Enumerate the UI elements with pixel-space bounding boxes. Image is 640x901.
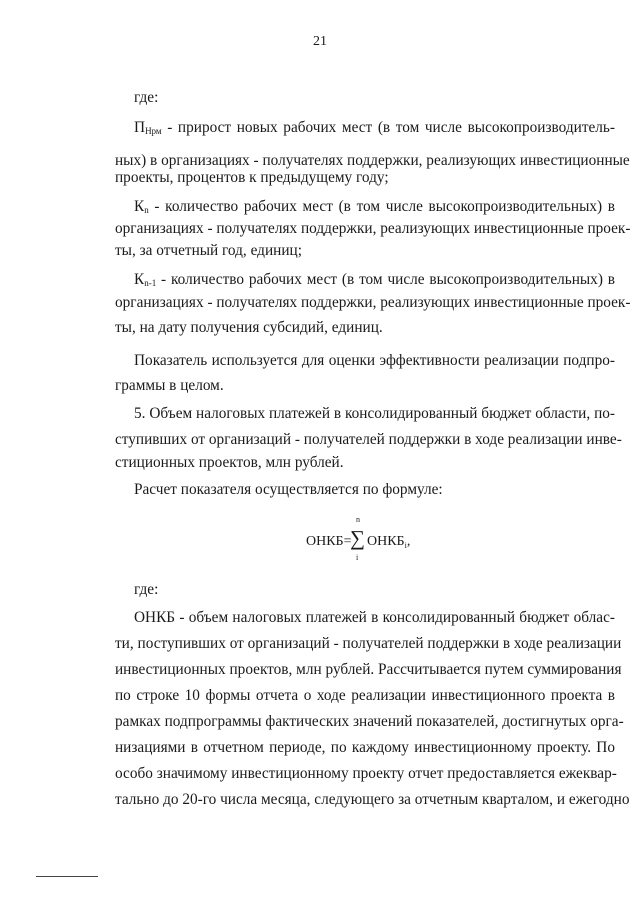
text-line: граммы в целом. — [115, 377, 224, 394]
text-line: Показатель используется для оценки эффективности реализации подпро- — [134, 352, 615, 369]
text-line-definition-p: $П_{Нрм}$ - прирост новых рабочих мест (в том числе высокопроизводитель- — [134, 119, 615, 136]
text-line: Расчет показателя осуществляется по формуле: — [134, 481, 443, 498]
text-line: ти, поступивших от организаций - получателей поддержки в ходе реализации — [115, 635, 622, 652]
text-line: особо значимому инвестиционному проекту отчет предоставляется ежеквар- — [115, 765, 617, 782]
text-line-where-2: где: — [134, 581, 159, 598]
text-line: тально до 20-го числа месяца, следующего за отчетным кварталом, и ежегодно — [115, 791, 630, 808]
text-line: ты, на дату получения субсидий, единиц. — [115, 319, 383, 336]
footer-divider — [36, 876, 98, 877]
formula-sum-lower: i — [356, 553, 359, 562]
formula-rhs: $ОНКБ_i$, — [367, 534, 411, 550]
text-line: рамках подпрограммы фактических значений показателей, достигнутых орга- — [115, 713, 624, 730]
formula-sum-upper: n — [356, 515, 360, 524]
text-line: организациях - получателях поддержки, реализующих инвестиционные проек- — [115, 220, 631, 237]
text-line: проекты, процентов к предыдущему году; — [115, 169, 389, 186]
text-line: инвестиционных проектов, млн рублей. Рассчитывается путем суммирования — [115, 661, 622, 678]
text-line-definition-kn1: $К_{n-1}$ - количество рабочих мест (в том числе высокопроизводительных) в — [134, 271, 615, 288]
text-line: 5. Объем налоговых платежей в консолидированный бюджет области, по- — [134, 405, 615, 422]
text-line-where-1: где: — [134, 89, 159, 106]
text-line: организациях - получателях поддержки, реализующих инвестиционные проек- — [115, 294, 631, 311]
text-line: ступивших от организаций - получателей поддержки в ходе реализации инве- — [115, 431, 622, 448]
text-line: низациями в отчетном периоде, по каждому инвестиционному проекту. По — [115, 739, 615, 756]
text-line: стиционных проектов, млн рублей. — [115, 454, 344, 471]
text-line-definition-onkb: ОНКБ - объем налоговых платежей в консолидированный бюджет облас- — [134, 609, 615, 626]
formula-onkb — [0, 515, 640, 566]
text-line-definition-kn: $К_n$ - количество рабочих мест (в том числе высокопроизводительных) в — [134, 198, 615, 215]
formula-lhs: ОНКБ= — [306, 534, 352, 549]
text-line: по строке 10 формы отчета о ходе реализации инвестиционного проекта в — [115, 687, 615, 704]
page-number: 21 — [313, 34, 327, 49]
text-line: ных) в организациях - получателях поддержки, реализующих инвестиционные — [115, 152, 630, 169]
text-line: ты, за отчетный год, единиц; — [115, 242, 302, 259]
sum-sign: ∑ — [350, 526, 365, 550]
